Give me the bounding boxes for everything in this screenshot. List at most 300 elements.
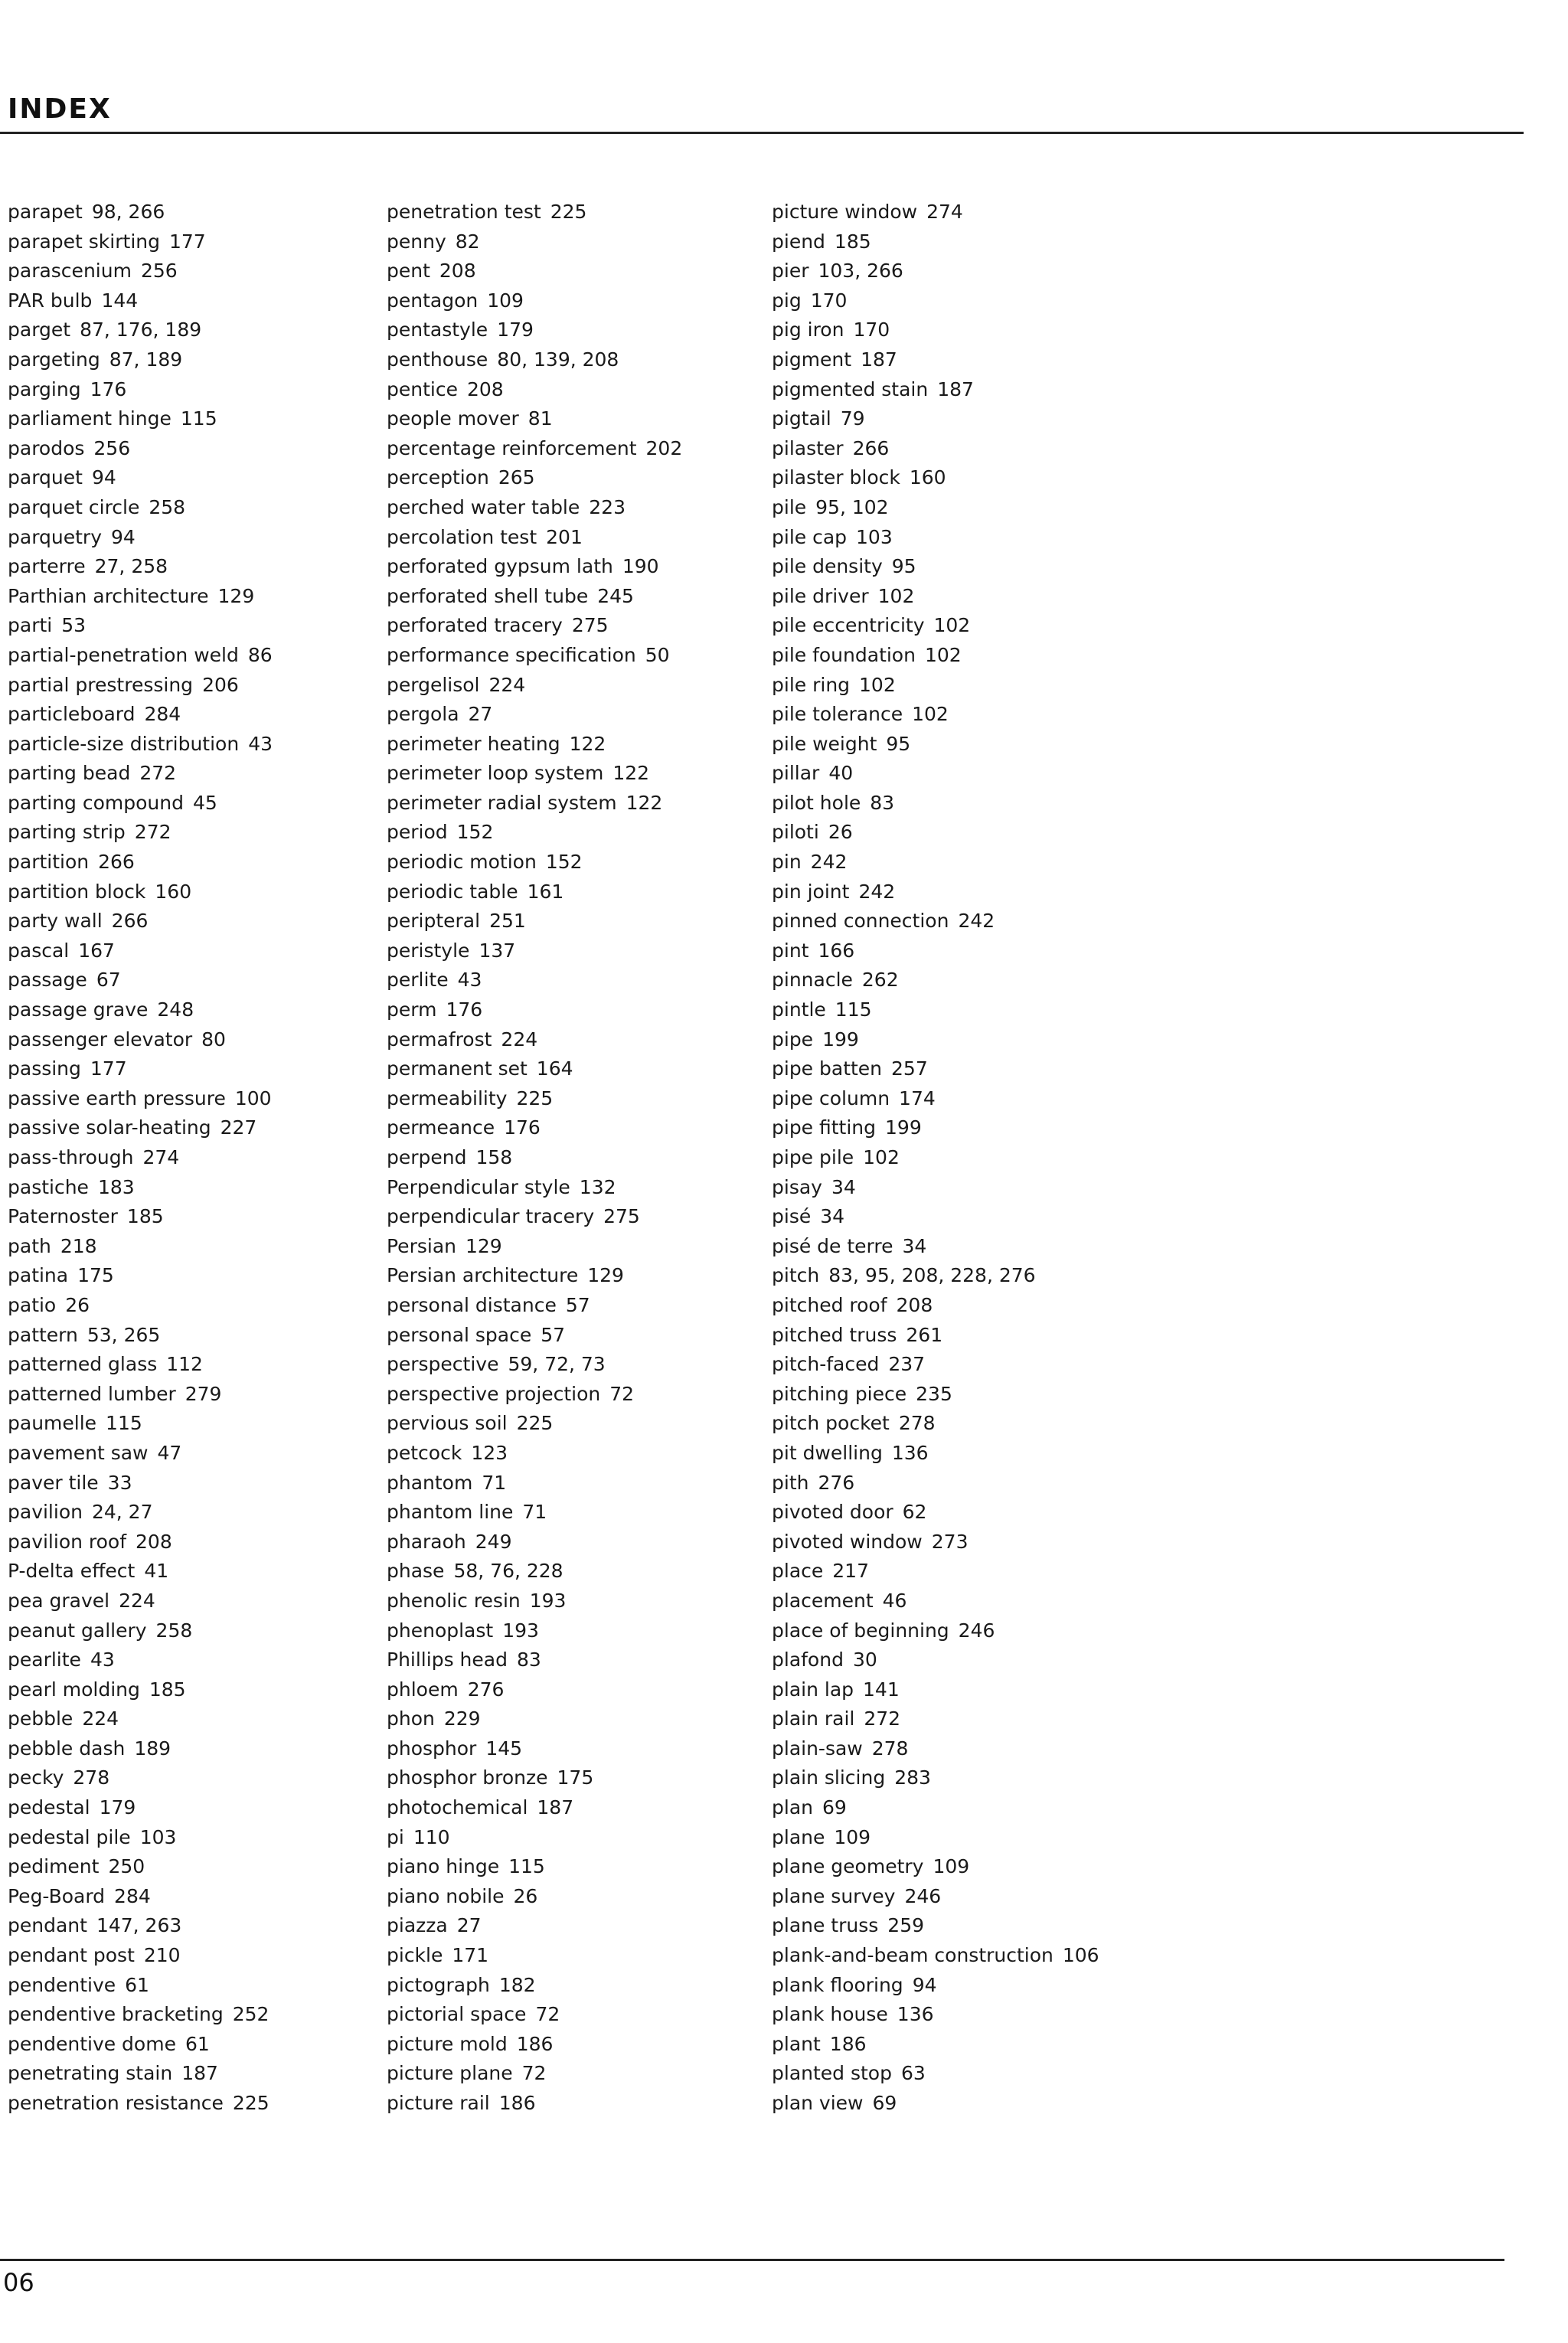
index-entry [387,730,785,760]
index-term: patterned lumber [8,1382,176,1405]
index-entry [8,1793,406,1823]
index-entry [8,1528,406,1557]
index-entry [8,1557,406,1587]
index-term: pi [387,1825,404,1848]
index-term: particle-size distribution [8,732,240,755]
index-page-refs: 26 [828,821,853,844]
index-page-refs: 256 [140,260,178,283]
index-page-refs: 72 [535,2003,560,2026]
index-entry [8,463,406,493]
index-term: percolation test [387,525,537,548]
index-term: parliament hinge [8,407,172,430]
index-entry [387,1882,785,1912]
index-entry [387,1350,785,1380]
index-page-refs: 137 [479,939,516,962]
index-entry [8,1645,406,1675]
index-term: pillar [772,762,820,785]
index-term: pipe [772,1028,814,1051]
index-term: perpendicular tracery [387,1205,595,1228]
index-page-refs: 136 [897,2003,934,2026]
index-entry [387,523,785,553]
index-page-refs: 122 [626,791,663,814]
index-term: petcock [387,1441,462,1464]
index-page-refs: 61 [185,2032,210,2055]
index-page-refs: 257 [891,1057,928,1080]
index-page-refs: 86 [247,643,273,666]
index-page-refs: 115 [835,998,872,1021]
index-page-refs: 175 [557,1766,594,1789]
index-entry [8,1409,406,1439]
index-entry [772,523,1170,553]
index-term: plan view [772,2092,864,2114]
index-entry [772,1616,1170,1646]
index-term: pint [772,939,809,962]
index-entry [772,1734,1170,1764]
index-page-refs: 34 [831,1175,856,1198]
index-page-refs: 176 [446,998,483,1021]
index-term: passing [8,1057,81,1080]
index-page-refs: 141 [863,1678,900,1701]
index-term: perspective projection [387,1382,601,1405]
index-entry [8,1587,406,1616]
index-entry [387,1261,785,1291]
index-term: pile driver [772,584,869,607]
index-page-refs: 123 [471,1441,508,1464]
index-page-refs: 190 [622,555,659,578]
index-page-refs: 122 [569,732,606,755]
index-entry [772,818,1170,848]
index-term: pendentive [8,1973,116,1996]
index-entry [772,1852,1170,1882]
index-page-refs: 245 [597,584,634,607]
index-page-refs: 53, 265 [87,1323,161,1346]
index-entry [387,1704,785,1734]
index-entry [387,818,785,848]
index-page-refs: 58, 76, 228 [453,1560,564,1583]
index-page-refs: 27 [468,703,493,726]
index-term: plan [772,1796,813,1819]
index-page-refs: 147, 263 [96,1914,182,1937]
index-term: pile foundation [772,643,916,666]
index-page-refs: 57 [565,1293,590,1316]
index-entry [772,227,1170,257]
index-entry [387,2089,785,2119]
index-term: phloem [387,1678,459,1701]
index-entry [772,641,1170,671]
index-page-refs: 67 [96,969,121,992]
index-entry [772,1675,1170,1705]
index-page-refs: 62 [902,1501,927,1524]
index-entry [387,1321,785,1351]
index-column-1 [8,198,406,2119]
index-page-refs: 229 [443,1707,481,1730]
index-entry [772,789,1170,819]
index-entry [8,1763,406,1793]
index-page-refs: 272 [134,821,172,844]
index-term: period [387,821,448,844]
index-entry [8,198,406,227]
index-entry [387,2059,785,2089]
index-entry [387,1793,785,1823]
index-term: plank house [772,2003,888,2026]
index-term: pastiche [8,1175,89,1198]
index-term: plane geometry [772,1855,924,1878]
index-entry [387,1852,785,1882]
index-term: pilaster block [772,466,900,489]
index-term: Paternoster [8,1205,118,1228]
index-term: pitched truss [772,1323,897,1346]
index-page-refs: 145 [485,1737,523,1760]
index-page-refs: 83 [870,791,895,814]
index-term: Perpendicular style [387,1175,570,1198]
index-entry [8,523,406,553]
index-page-refs: 83, 95, 208, 228, 276 [828,1264,1036,1287]
index-entry [8,1261,406,1291]
index-entry [387,552,785,582]
index-page-refs: 50 [645,643,670,666]
index-term: plafond [772,1649,844,1671]
index-entry [772,1498,1170,1528]
index-term: pile eccentricity [772,614,925,637]
index-term: perpend [387,1146,467,1168]
index-entry [387,1823,785,1853]
index-term: pigmented stain [772,377,929,400]
index-page-refs: 170 [853,319,890,341]
index-page-refs: 158 [475,1146,513,1168]
index-term: peanut gallery [8,1619,147,1642]
index-page-refs: 26 [513,1884,538,1907]
index-entry [387,315,785,345]
index-term: pea gravel [8,1589,110,1612]
index-term: pisé de terre [772,1234,893,1257]
index-term: peripteral [387,910,481,933]
index-entry [8,2000,406,2030]
index-entry [8,1350,406,1380]
index-entry [8,966,406,995]
index-entry [8,1232,406,1262]
index-page-refs: 278 [871,1737,909,1760]
index-page-refs: 179 [497,319,534,341]
index-term: P-delta effect [8,1560,136,1583]
index-term: placement [772,1589,874,1612]
index-term: pin joint [772,880,850,903]
index-entry [772,730,1170,760]
index-page-refs: 102 [924,643,962,666]
index-page-refs: 224 [501,1028,538,1051]
index-entry [387,966,785,995]
index-page-refs: 102 [863,1146,900,1168]
index-term: pitch pocket [772,1412,890,1435]
index-entry [772,611,1170,641]
index-entry [8,404,406,434]
index-entry [387,345,785,375]
index-page-refs: 274 [142,1146,180,1168]
index-term: passage grave [8,998,149,1021]
index-page-refs: 102 [933,614,971,637]
index-page-refs: 242 [958,910,995,933]
index-entry [8,1173,406,1203]
index-entry [8,700,406,730]
index-page-refs: 102 [912,703,949,726]
index-page-refs: 210 [143,1944,181,1967]
index-page-refs: 27, 258 [94,555,168,578]
index-entry [772,1528,1170,1557]
index-term: parting compound [8,791,184,814]
index-entry [387,1734,785,1764]
index-page-refs: 81 [528,407,553,430]
index-entry [8,2089,406,2119]
index-term: perforated tracery [387,614,563,637]
index-entry [772,1941,1170,1971]
index-term: personal space [387,1323,532,1346]
index-page-refs: 193 [529,1589,567,1612]
index-term: penthouse [387,348,488,371]
index-term: permanent set [387,1057,528,1080]
index-term: piano hinge [387,1855,500,1878]
index-entry [387,1971,785,2001]
index-entry [387,434,785,464]
index-page-refs: 225 [516,1412,554,1435]
index-page-refs: 187 [937,377,974,400]
index-term: perched water table [387,495,580,518]
index-page-refs: 166 [818,939,855,962]
index-page-refs: 72 [521,2062,547,2085]
index-page-refs: 177 [168,230,206,253]
index-column-2 [387,198,785,2119]
index-term: pin [772,851,802,874]
index-entry [8,1054,406,1084]
index-entry [772,1173,1170,1203]
index-term: pass-through [8,1146,134,1168]
index-term: pebble dash [8,1737,126,1760]
index-entry [8,611,406,641]
index-page-refs: 176 [504,1116,541,1139]
index-page-refs: 122 [612,762,650,785]
index-term: picture plane [387,2062,513,2085]
index-entry [387,404,785,434]
index-column-3 [772,198,1170,2119]
index-page-refs: 189 [134,1737,172,1760]
index-entry [772,1054,1170,1084]
index-entry [387,2030,785,2060]
index-entry [772,1291,1170,1321]
index-entry [772,1823,1170,1853]
index-entry [8,1941,406,1971]
index-page-refs: 235 [916,1382,952,1405]
index-term: perlite [387,969,449,992]
index-term: perimeter radial system [387,791,617,814]
index-entry [387,641,785,671]
index-entry [772,315,1170,345]
index-term: pig [772,289,802,312]
index-page-refs: 152 [545,851,583,874]
index-page-refs: 95 [886,732,911,755]
index-term: pith [772,1471,809,1494]
index-entry [387,1173,785,1203]
index-page-refs: 272 [139,762,177,785]
index-term: pigment [772,348,852,371]
index-term: plank flooring [772,1973,903,1996]
index-entry [8,877,406,907]
index-page-refs: 185 [126,1205,164,1228]
index-term: parquetry [8,525,102,548]
index-entry [387,1232,785,1262]
index-entry [8,1971,406,2001]
index-page-refs: 82 [455,230,480,253]
index-entry [8,1469,406,1498]
index-term: pascal [8,939,70,962]
index-page-refs: 63 [900,2062,926,2085]
index-page-refs: 129 [217,584,255,607]
index-page-refs: 175 [77,1264,114,1287]
index-term: patio [8,1293,57,1316]
index-term: perimeter heating [387,732,560,755]
index-term: phase [387,1560,445,1583]
index-entry [387,1528,785,1557]
index-term: pier [772,260,809,283]
index-page-refs: 225 [516,1087,554,1109]
index-page-refs: 80 [201,1028,226,1051]
index-page-refs: 87, 189 [109,348,183,371]
index-page-refs: 129 [587,1264,624,1287]
index-entry [387,1675,785,1705]
index-page-refs: 225 [232,2092,270,2114]
index-page-refs: 95 [891,555,916,578]
index-entry [772,2059,1170,2089]
index-entry [772,1113,1170,1143]
index-term: patterned glass [8,1353,158,1376]
index-page-refs: 47 [157,1441,182,1464]
index-term: parti [8,614,53,637]
index-page-refs: 249 [475,1530,512,1553]
index-page-refs: 57 [541,1323,566,1346]
index-term: pearlite [8,1649,81,1671]
index-entry [772,700,1170,730]
index-term: penny [387,230,446,253]
index-entry [772,1704,1170,1734]
index-entry [8,2030,406,2060]
index-entry [8,641,406,671]
index-term: pitching piece [772,1382,907,1405]
index-page-refs: 94 [91,466,116,489]
index-page-refs: 242 [858,880,896,903]
index-term: piend [772,230,825,253]
index-entry [8,345,406,375]
index-term: pervious soil [387,1412,508,1435]
index-term: plain-saw [772,1737,863,1760]
index-term: periodic table [387,880,518,903]
index-term: pergola [387,703,459,726]
index-page-refs: 208 [896,1293,933,1316]
index-entry [8,759,406,789]
index-entry [387,1025,785,1055]
index-term: Phillips head [387,1649,508,1671]
index-term: pargeting [8,348,100,371]
index-term: pergelisol [387,673,480,696]
index-term: place of beginning [772,1619,949,1642]
index-term: pitch [772,1264,820,1287]
index-term: pentastyle [387,319,488,341]
index-page-refs: 164 [536,1057,573,1080]
index-entry [772,671,1170,701]
index-page-refs: 100 [234,1087,272,1109]
index-entry [387,1498,785,1528]
index-term: parapet skirting [8,230,160,253]
index-page-refs: 160 [155,880,192,903]
index-term: parascenium [8,260,132,283]
index-page-refs: 171 [452,1944,489,1967]
index-page-refs: 61 [125,1973,149,1996]
index-term: pickle [387,1944,443,1967]
index-term: path [8,1234,51,1257]
index-term: pediment [8,1855,100,1878]
index-entry [8,1439,406,1469]
index-entry [772,1261,1170,1291]
header-rule [0,132,1524,134]
index-term: partial prestressing [8,673,194,696]
index-entry [387,1439,785,1469]
index-entry [387,493,785,523]
index-entry [387,1291,785,1321]
index-term: pitch-faced [772,1353,880,1376]
index-entry [772,1469,1170,1498]
index-page-refs: 187 [861,348,897,371]
index-entry [8,1291,406,1321]
index-term: Persian [387,1234,456,1257]
index-term: partial-penetration weld [8,643,239,666]
index-entry [8,2059,406,2089]
index-term: picture rail [387,2092,490,2114]
index-page-refs: 34 [902,1234,927,1257]
index-page-refs: 272 [864,1707,901,1730]
index-term: pipe fitting [772,1116,877,1139]
index-term: pipe pile [772,1146,854,1168]
index-entry [387,198,785,227]
index-entry [8,1202,406,1232]
index-term: passive solar-heating [8,1116,211,1139]
index-page-refs: 144 [101,289,139,312]
index-term: people mover [387,407,519,430]
index-entry [8,848,406,877]
index-term: patina [8,1264,69,1287]
index-term: pavilion roof [8,1530,127,1553]
index-entry [387,1202,785,1232]
index-term: pecky [8,1766,64,1789]
index-term: perimeter loop system [387,762,604,785]
index-term: plain lap [772,1678,854,1701]
index-page-refs: 95, 102 [815,495,889,518]
index-term: pit dwelling [772,1441,883,1464]
index-page-refs: 80, 139, 208 [497,348,619,371]
footer-rule [0,2259,1504,2261]
index-entry [387,1380,785,1410]
index-entry [772,552,1170,582]
index-entry [772,1025,1170,1055]
index-entry [387,257,785,286]
index-term: pile ring [772,673,851,696]
index-page-refs: 167 [78,939,115,962]
index-entry [387,1143,785,1173]
index-entry [772,1084,1170,1114]
index-entry [772,2030,1170,2060]
index-page-refs: 34 [820,1205,845,1228]
index-page-refs: 161 [527,880,564,903]
index-term: paumelle [8,1412,97,1435]
index-term: plane survey [772,1884,896,1907]
index-term: piloti [772,821,819,844]
index-entry [387,936,785,966]
index-term: personal distance [387,1293,557,1316]
